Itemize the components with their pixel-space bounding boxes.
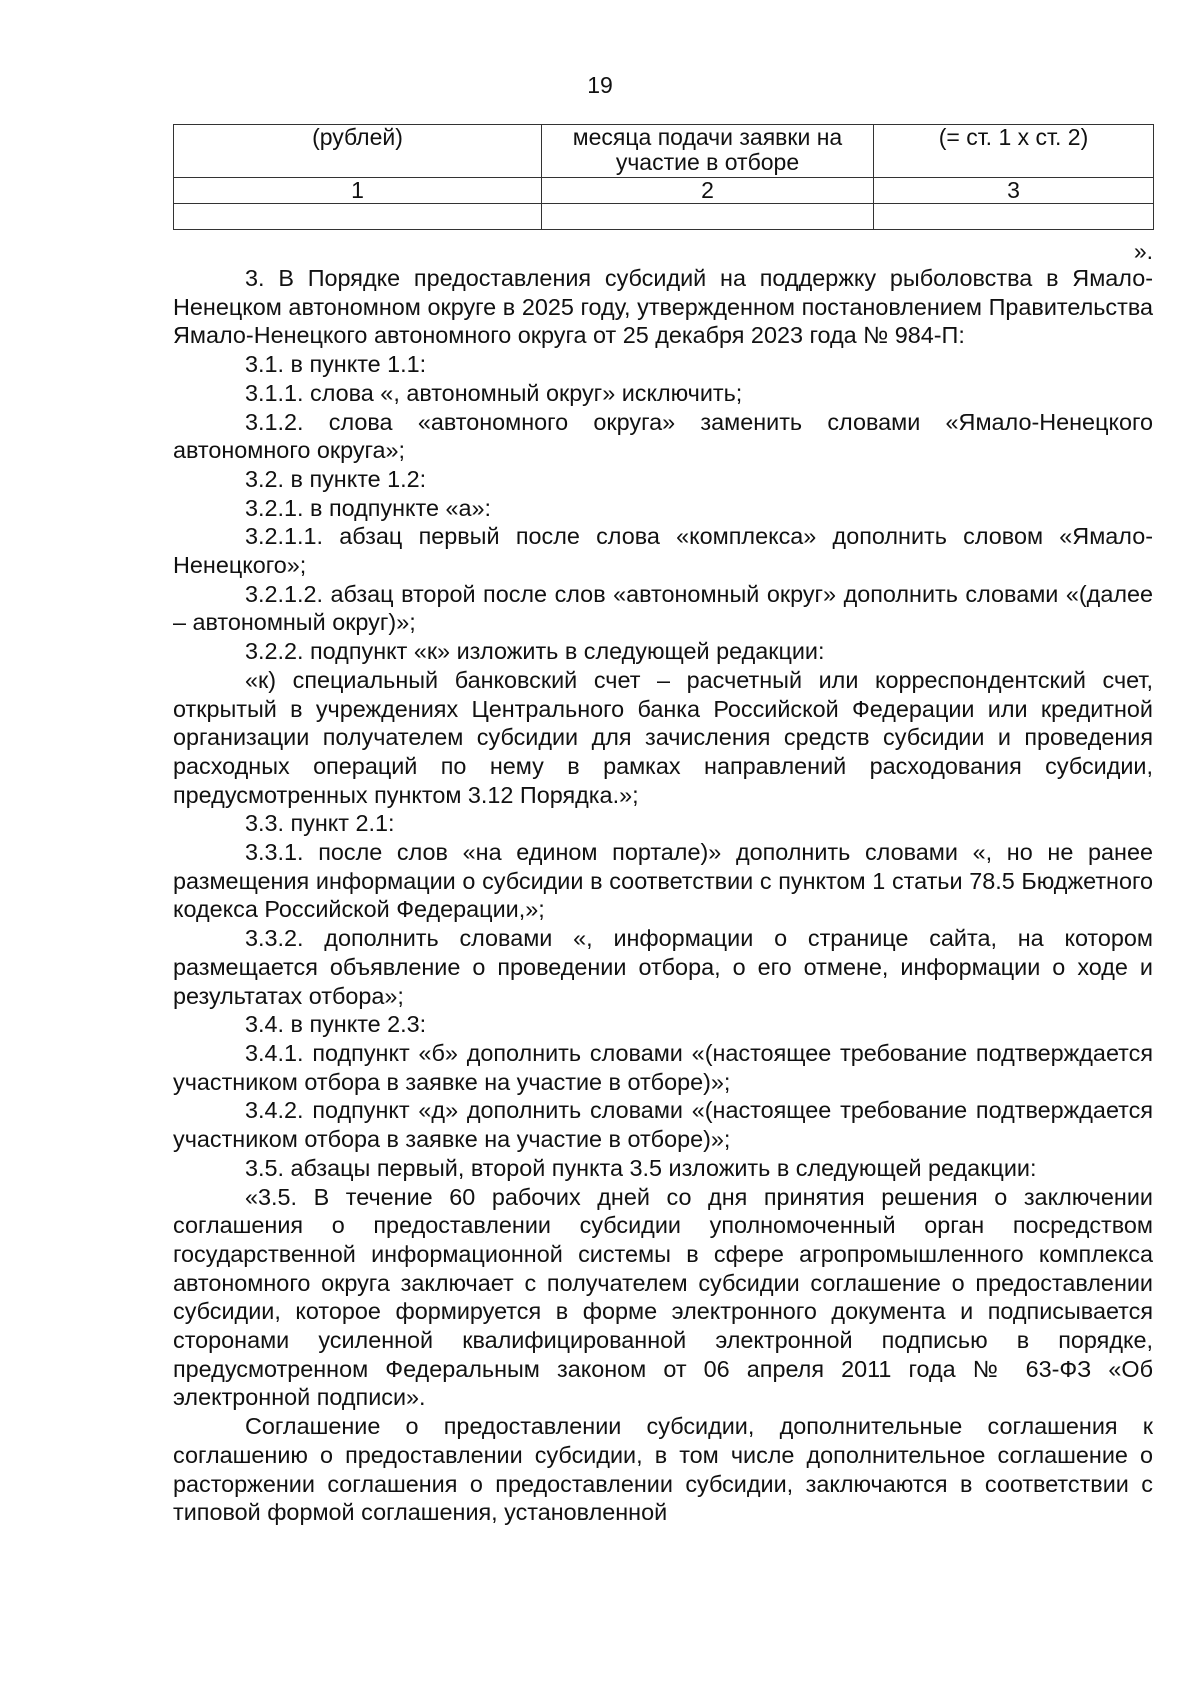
document-body <box>173 264 1153 1527</box>
paragraph: 3.1. в пункте 1.1: <box>245 351 427 378</box>
page-number: 19 <box>587 72 613 98</box>
continuation-table <box>173 124 1154 230</box>
paragraph: 3.3.2. дополнить словами «, информации о странице сайта, на котором размещается объявление о проведении отбора, о его отмене, информации о ходе и результатах отбора»; <box>173 925 1153 1009</box>
paragraph: 3.1.2. слова «автономного округа» заменить словами «Ямало-Ненецкого автономного округа»; <box>173 408 1153 464</box>
table-cell: (= ст. 1 х ст. 2) <box>874 125 1154 178</box>
paragraph: 3.4.1. подпункт «б» дополнить словами «(настоящее требование подтверждается участником отбора в заявке на участие в отборе)»; <box>173 1039 1153 1095</box>
paragraph: 3.2.1.2. абзац второй после слов «автономный округ» дополнить словами «(далее – автономный округ)»; <box>173 580 1153 636</box>
paragraph: 3.2.1. в подпункте «а»: <box>245 494 492 521</box>
table-cell <box>174 204 542 230</box>
paragraph: 3.4.2. подпункт «д» дополнить словами «(настоящее требование подтверждается участником отбора в заявке на участие в отборе)»; <box>173 1097 1153 1153</box>
table-cell: 1 <box>174 178 542 204</box>
table-cell: 2 <box>542 178 874 204</box>
table-row <box>174 178 1154 204</box>
table-cell <box>874 204 1154 230</box>
paragraph: 3. В Порядке предоставления субсидий на поддержку рыболовства в Ямало-Ненецком автономном округе в 2025 году, утвержденном постановлением Правительства Ямало-Ненецкого автономного округа от 25 декабря 2023 года № 984-П: <box>173 265 1153 349</box>
paragraph: 3.1.1. слова «, автономный округ» исключить; <box>245 379 743 406</box>
paragraph: «3.5. В течение 60 рабочих дней со дня принятия решения о заключении соглашения о предоставлении субсидии уполномоченный орган посредством государственной информационной системы в сфере агропромышленного комплекса автономного округа заключает с получателем субсидии соглашение о предоставлении субсидии, которое формируется в форме электронного документа и подписывается сторонами усиленной квалифицированной электронной подписью в порядке, предусмотренном Федеральным законом от 06 апреля 2011 года № 63-ФЗ «Об электронной подписи». <box>173 1183 1153 1411</box>
closing-quote: ». <box>1133 238 1153 264</box>
paragraph: 3.2.2. подпункт «к» изложить в следующей редакции: <box>245 638 825 665</box>
paragraph: Соглашение о предоставлении субсидии, дополнительные соглашения к соглашению о предоставлении субсидии, в том числе дополнительное соглашение о расторжении соглашения о предоставлении субсидии, заключаются в соответствии с типовой формой соглашения, установленной <box>173 1413 1153 1526</box>
paragraph: 3.3.1. после слов «на едином портале)» дополнить словами «, но не ранее размещения информации о субсидии в соответствии с пунктом 1 статьи 78.5 Бюджетного кодекса Российской Федерации,»; <box>173 839 1153 923</box>
table-row <box>174 204 1154 230</box>
paragraph: «к) специальный банковский счет – расчетный или корреспондентский счет, открытый в учреждениях Центрального банка Российской Федерации или кредитной организации получателем субсидии для зачисления средств субсидии и проведения расходных операций по нему в рамках направлений расходования субсидии, предусмотренных пунктом 3.12 Порядка.»; <box>173 666 1153 808</box>
table-cell: месяца подачи заявки на участие в отборе <box>542 125 874 178</box>
paragraph: 3.4. в пункте 2.3: <box>245 1011 427 1038</box>
table-cell <box>542 204 874 230</box>
paragraph: 3.3. пункт 2.1: <box>245 810 395 837</box>
paragraph: 3.2. в пункте 1.2: <box>245 465 427 492</box>
table-cell: (рублей) <box>174 125 542 178</box>
table-cell: 3 <box>874 178 1154 204</box>
paragraph: 3.2.1.1. абзац первый после слова «комплекса» дополнить словом «Ямало-Ненецкого»; <box>173 523 1153 579</box>
table-header-row <box>174 125 1154 178</box>
paragraph: 3.5. абзацы первый, второй пункта 3.5 изложить в следующей редакции: <box>245 1154 1037 1181</box>
